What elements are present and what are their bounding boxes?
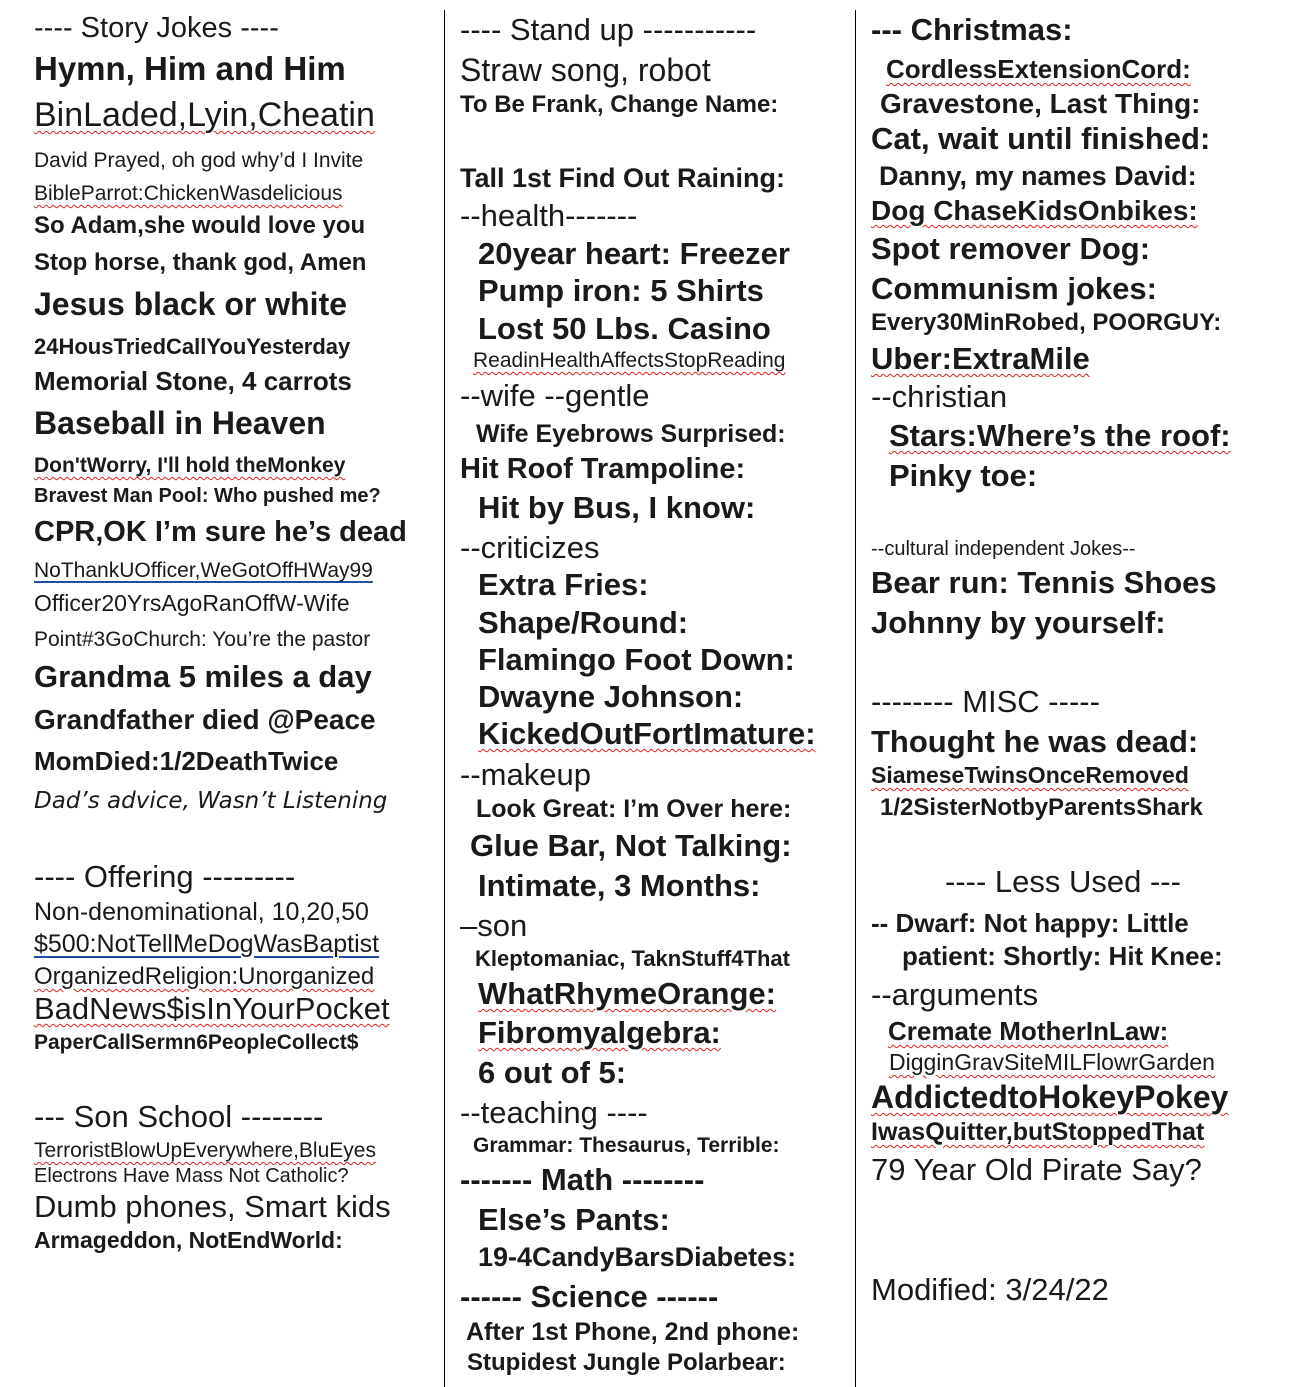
joke-line: CordlessExtensionCord: <box>886 54 1191 84</box>
joke-line: KickedOutFortImature: <box>478 716 816 751</box>
joke-line: Tall 1st Find Out Raining: <box>460 163 785 193</box>
joke-line: Grammar: Thesaurus, Terrible: <box>473 1134 780 1157</box>
joke-line: Modified: 3/24/22 <box>871 1272 1109 1307</box>
joke-line: --arguments <box>871 977 1039 1012</box>
joke-line: Grandfather died @Peace <box>34 704 376 735</box>
joke-line: Electrons Have Mass Not Catholic? <box>34 1165 349 1187</box>
joke-line: Cat, wait until finished: <box>871 121 1211 156</box>
joke-line: –son <box>460 908 528 943</box>
joke-line: ------ Science ------ <box>460 1279 719 1314</box>
joke-line: Jesus black or white <box>34 286 348 322</box>
joke-line: --cultural independent Jokes-- <box>871 538 1136 560</box>
joke-line: AddictedtoHokeyPokey <box>871 1079 1229 1115</box>
joke-line: 19-4CandyBarsDiabetes: <box>478 1242 797 1272</box>
joke-line: David Prayed, oh god why’d I Invite <box>34 149 364 172</box>
joke-line: --christian <box>871 379 1008 414</box>
joke-line: BadNews$isInYourPocket <box>34 991 390 1026</box>
joke-line: Straw song, robot <box>460 52 711 88</box>
joke-line: BibleParrot:ChickenWasdelicious <box>34 182 343 205</box>
joke-line: Glue Bar, Not Talking: <box>470 828 792 863</box>
joke-line: --- Son School -------- <box>34 1099 324 1134</box>
joke-line: Officer20YrsAgoRanOffW-Wife <box>34 590 350 616</box>
joke-line: --teaching ---- <box>460 1095 648 1130</box>
joke-line: IwasQuitter,butStoppedThat <box>871 1118 1205 1146</box>
joke-line: Else’s Pants: <box>478 1202 670 1237</box>
joke-line: 1/2SisterNotbyParentsShark <box>880 794 1203 821</box>
joke-line: ---- Less Used --- <box>945 864 1181 899</box>
joke-line: $500:NotTellMeDogWasBaptist <box>34 930 380 958</box>
joke-line: ---- Offering --------- <box>34 859 296 894</box>
joke-line: ReadinHealthAffectsStopReading <box>473 349 786 372</box>
column-story-jokes <box>0 0 444 1387</box>
joke-line: Extra Fries: <box>478 567 649 602</box>
joke-line: NoThankUOfficer,WeGotOffHWay99 <box>34 559 373 582</box>
joke-line: Don'tWorry, I'll hold theMonkey <box>34 454 346 477</box>
joke-line: So Adam,she would love you <box>34 212 366 239</box>
joke-line: Uber:ExtraMile <box>871 341 1090 376</box>
joke-line: Stop horse, thank god, Amen <box>34 249 367 276</box>
joke-line: Johnny by yourself: <box>871 605 1166 640</box>
joke-line: SiameseTwinsOnceRemoved <box>871 762 1189 788</box>
joke-line: Hit by Bus, I know: <box>478 490 756 525</box>
joke-line: Grandma 5 miles a day <box>34 659 372 694</box>
joke-line: OrganizedReligion:Unorganized <box>34 963 375 990</box>
joke-line: Gravestone, Last Thing: <box>880 88 1201 119</box>
joke-line: CPR,OK I’m sure he’s dead <box>34 516 407 548</box>
joke-line: ---- Story Jokes ---- <box>34 12 279 44</box>
joke-line: Communism jokes: <box>871 271 1157 306</box>
joke-line: Point#3GoChurch: You’re the pastor <box>34 628 371 651</box>
joke-line: Spot remover Dog: <box>871 231 1151 266</box>
joke-line: ------- Math -------- <box>460 1162 705 1197</box>
joke-line: After 1st Phone, 2nd phone: <box>466 1318 800 1346</box>
joke-line: Dumb phones, Smart kids <box>34 1189 391 1224</box>
joke-line: -- Dwarf: Not happy: Little <box>871 908 1189 938</box>
joke-line: --health------- <box>460 198 638 233</box>
joke-line: Fibromyalgebra: <box>478 1015 721 1050</box>
joke-line: --- Christmas: <box>871 12 1073 47</box>
joke-line: --wife --gentle <box>460 378 650 413</box>
joke-line: Lost 50 Lbs. Casino <box>478 311 771 346</box>
joke-line: ---- Stand up ----------- <box>460 12 757 47</box>
joke-line: Cremate MotherInLaw: <box>888 1016 1169 1046</box>
joke-line: Flamingo Foot Down: <box>478 642 795 677</box>
joke-line: Non-denominational, 10,20,50 <box>34 898 369 926</box>
joke-line: patient: Shortly: Hit Knee: <box>902 941 1223 971</box>
joke-line: MomDied:1/2DeathTwice <box>34 746 339 776</box>
joke-line: DigginGravSiteMILFlowrGarden <box>889 1049 1215 1075</box>
joke-line: BinLaded,Lyin,Cheatin <box>34 96 375 134</box>
joke-line: --makeup <box>460 757 591 792</box>
joke-line: To Be Frank, Change Name: <box>460 91 779 118</box>
column-christmas <box>856 0 1294 1387</box>
joke-line: Shape/Round: <box>478 605 689 640</box>
joke-line: 79 Year Old Pirate Say? <box>871 1152 1202 1187</box>
joke-line: Wife Eyebrows Surprised: <box>476 420 786 448</box>
joke-line: Dog ChaseKidsOnbikes: <box>871 195 1198 226</box>
joke-line: Bear run: Tennis Shoes <box>871 565 1217 600</box>
joke-line: Dad’s advice, Wasn’t Listening <box>34 788 388 814</box>
joke-line: WhatRhymeOrange: <box>478 976 776 1011</box>
joke-line: Armageddon, NotEndWorld: <box>34 1227 343 1253</box>
joke-line: Memorial Stone, 4 carrots <box>34 366 352 396</box>
joke-line: Stars:Where’s the roof: <box>889 418 1231 453</box>
joke-line: Thought he was dead: <box>871 724 1199 759</box>
joke-line: --criticizes <box>460 530 600 565</box>
joke-line: Every30MinRobed, POORGUY: <box>871 309 1222 336</box>
joke-line: PaperCallSermn6PeopleCollect$ <box>34 1031 359 1054</box>
joke-line: Look Great: I’m Over here: <box>476 795 792 823</box>
joke-line: Kleptomaniac, TaknStuff4That <box>475 946 790 971</box>
joke-line: Intimate, 3 Months: <box>478 868 761 903</box>
joke-line: Danny, my names David: <box>879 161 1197 191</box>
joke-line: 20year heart: Freezer <box>478 236 790 271</box>
joke-line: Pump iron: 5 Shirts <box>478 273 764 308</box>
joke-line: Stupidest Jungle Polarbear: <box>467 1349 786 1376</box>
joke-line: Bravest Man Pool: Who pushed me? <box>34 485 381 507</box>
joke-line: -------- MISC ----- <box>871 684 1100 719</box>
joke-line: 6 out of 5: <box>478 1055 627 1090</box>
joke-line: Hit Roof Trampoline: <box>460 453 746 485</box>
joke-line: 24HousTriedCallYouYesterday <box>34 334 351 359</box>
joke-line: TerroristBlowUpEverywhere,BluEyes <box>34 1139 376 1162</box>
joke-line: Dwayne Johnson: <box>478 679 744 714</box>
joke-line: Baseball in Heaven <box>34 405 326 441</box>
joke-line: Pinky toe: <box>889 458 1038 493</box>
joke-line: Hymn, Him and Him <box>34 50 346 87</box>
column-stand-up <box>445 0 855 1387</box>
